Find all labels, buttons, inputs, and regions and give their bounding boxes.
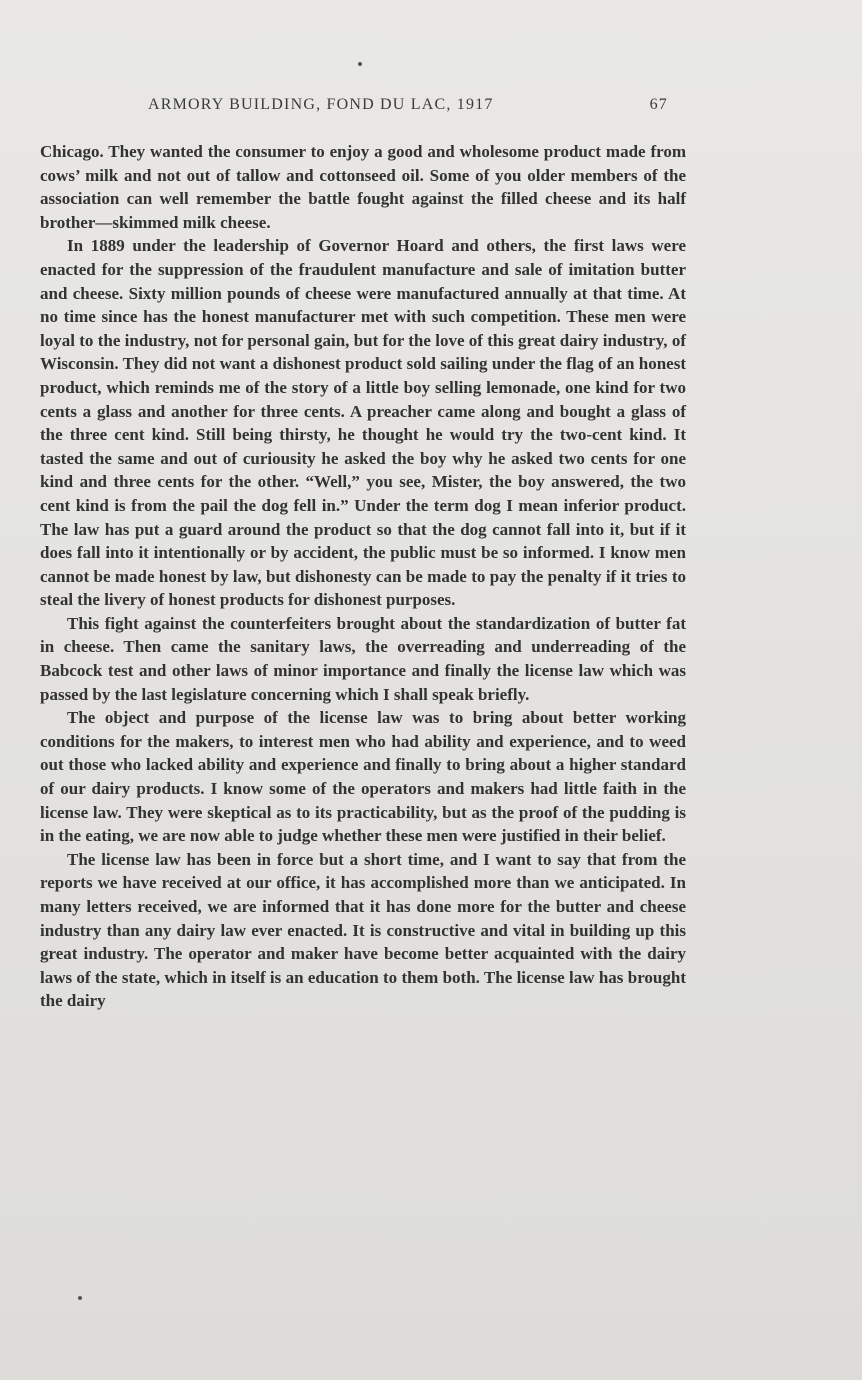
header-title: ARMORY BUILDING, FOND DU LAC, 1917 [148,96,494,113]
paragraph-3: This fight against the counterfeiters brought about the standardization of butter fat in cheese. Then came the sanitary laws, the overreading and underreading of the Babcock test and other laws of minor importance and finally the license law which was passed by the last legislature concerning which I shall speak briefly. [40,613,686,704]
ink-speck [358,62,362,66]
running-header [148,96,668,114]
paragraph-1: Chicago. They wanted the consumer to enjoy a good and wholesome product made from cows’ milk and not out of tallow and cottonseed oil. Some of you older members of the association can well remember the battle fought against the filled cheese and its half brother—skimmed milk cheese. [40,142,686,232]
paragraph-5: The license law has been in force but a short time, and I want to say that from the reports we have received at our office, it has accomplished more than we anticipated. In many letters received, we are informed that it has done more for the butter and cheese industry than any dairy law ever enacted. It is constructive and vital in building up this great industry. The operator and maker have become better acquainted with the dairy laws of the state, which in itself is an education to them both. The license law has brought the dairy [40,849,686,1011]
paragraph-2: In 1889 under the leadership of Governor Hoard and others, the first laws were enacted for the suppression of the fraudulent manufacture and sale of imitation butter and cheese. Sixty million pounds of cheese were manufactured annually at that time. At no time since has the honest manufacturer met with such competition. These men were loyal to the industry, not for personal gain, but for the love of this great dairy industry, of Wisconsin. They did not want a dishonest product sold sailing under the flag of an honest product, which reminds me of the story of a little boy selling lemonade, one kind for two cents a glass and another for three cents. A preacher came along and bought a glass of the three cent kind. Still being thirsty, he thought he would try the two-cent kind. It tasted the same and out of curiousity he asked the boy why he asked two cents for one kind and three cents for the other. “Well,” you see, Mister, the boy answered, the two cent kind is from the pail the dog fell in.” Under the term dog I mean inferior product. The law has put a guard around the product so that the dog cannot fall into it, but if it does fall into it intentionally or by accident, the public must be so informed. I know men cannot be made honest by law, but dishonesty can be made to pay the penalty if it tries to steal the livery of honest products for dishonest purposes. [40,236,686,610]
ink-speck [78,1296,82,1300]
body-text [40,140,686,1013]
page-number: 67 [649,96,668,113]
paragraph-4: The object and purpose of the license law was to bring about better working conditions for the makers, to interest men who had ability and experience, and to weed out those who lacked ability and experience and finally to bring about a higher standard of our dairy products. I know some of the operators and makers had little faith in the license law. They were skeptical as to its practicability, but as the proof of the pudding is in the eating, we are now able to judge whether these men were justified in their belief. [40,708,686,846]
